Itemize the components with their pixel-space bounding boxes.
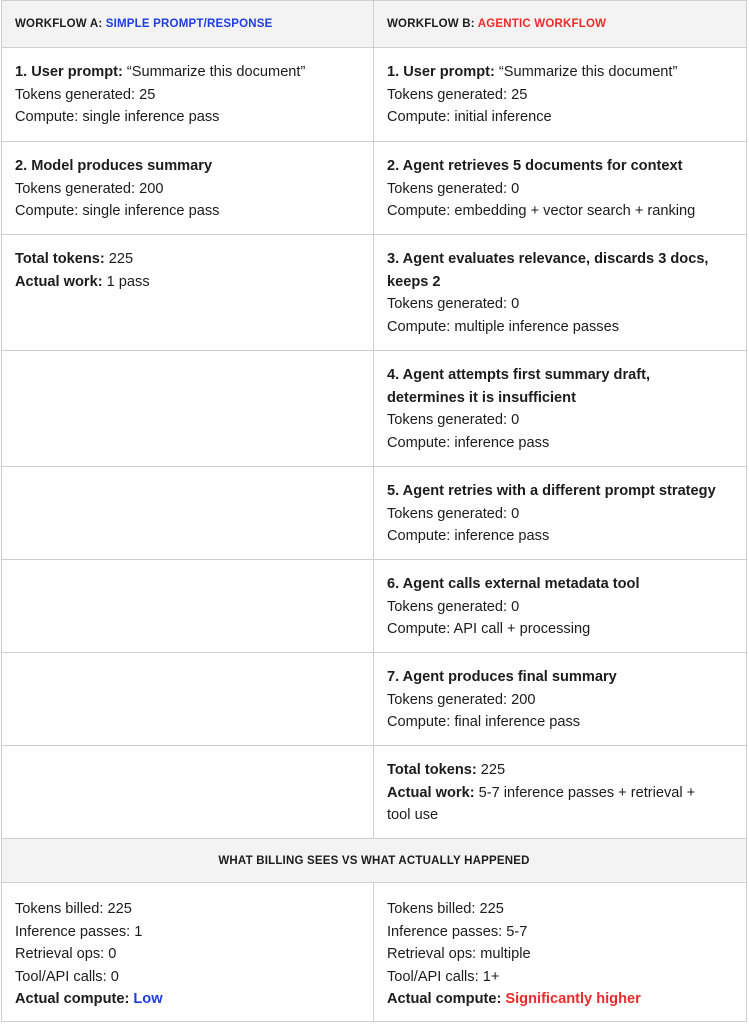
step-title: 2. Model produces summary [15,158,213,174]
step-title: 5. Agent retries with a different prompt strategy [387,483,716,499]
step-title: 2. Agent retrieves 5 documents for context [387,158,683,174]
table-row [2,142,747,235]
empty-cell [2,560,374,653]
step-title-continued: keeps 2 [387,273,441,290]
step-compute: Compute: single inference pass [15,109,220,125]
step-tokens: Tokens generated: 0 [387,505,520,522]
actual-compute: Actual compute: Low [15,991,163,1007]
workflow-a-prefix: WORKFLOW A: [15,18,106,30]
table-row [2,235,747,351]
workflow-b-name: AGENTIC WORKFLOW [477,18,607,30]
step-title: 3. Agent evaluates relevance, discards 3 docs, [387,251,709,267]
workflow-a-billing [2,883,374,1022]
step-tokens: Tokens generated: 0 [387,412,520,428]
step-tokens: Tokens generated: 0 [387,180,520,197]
step-title-continued: determines it is insufficient [387,389,576,406]
tokens-billed: Tokens billed: 225 [387,901,504,917]
inference-passes: Inference passes: 5-7 [387,923,528,940]
step-title: 4. Agent attempts first summary draft, [387,367,651,383]
billing-heading-row [2,839,747,883]
workflow-b-header [374,1,747,48]
step-title: 6. Agent calls external metadata tool [387,576,640,592]
billing-heading: WHAT BILLING SEES VS WHAT ACTUALLY HAPPENED [2,839,747,883]
step-tokens: Tokens generated: 0 [387,296,520,312]
actual-compute: Actual compute: Significantly higher [387,991,641,1007]
total-tokens: Total tokens: 225 [387,762,506,778]
table-row [2,653,747,746]
empty-cell [2,351,374,467]
step-compute: Compute: inference pass [387,434,550,451]
workflow-a-header [2,1,374,48]
workflow-a-step-2 [2,142,374,235]
step-compute: Compute: multiple inference passes [387,318,619,335]
step-tokens: Tokens generated: 0 [387,598,520,615]
table-row [2,560,747,653]
workflow-b-step-2 [374,142,747,235]
step-compute: Compute: final inference pass [387,714,581,730]
workflow-a-summary [2,235,374,351]
step-title: 1. User prompt: “Summarize this document” [387,64,678,80]
step-tokens: Tokens generated: 25 [15,86,156,103]
step-compute: Compute: single inference pass [15,203,220,219]
tool-api-calls: Tool/API calls: 1+ [387,968,500,985]
workflow-b-step-4 [374,351,747,467]
step-compute: Compute: embedding + vector search + ranking [387,203,696,219]
table-row [2,746,747,839]
header-row [2,1,747,48]
workflow-b-billing [374,883,747,1022]
workflow-b-step-6 [374,560,747,653]
tool-api-calls: Tool/API calls: 0 [15,968,119,985]
workflow-b-summary [374,746,747,839]
tokens-billed: Tokens billed: 225 [15,901,132,917]
step-tokens: Tokens generated: 25 [387,86,528,103]
workflow-a-step-1 [2,48,374,142]
table-row [2,48,747,142]
step-compute: Compute: inference pass [387,528,550,544]
retrieval-ops: Retrieval ops: multiple [387,946,531,962]
retrieval-ops: Retrieval ops: 0 [15,946,117,962]
table-row [2,467,747,560]
workflow-b-step-5 [374,467,747,560]
workflow-b-step-7 [374,653,747,746]
total-tokens: Total tokens: 225 [15,251,134,267]
empty-cell [2,653,374,746]
empty-cell [2,746,374,839]
billing-row [2,883,747,1022]
step-tokens: Tokens generated: 200 [15,180,164,197]
workflow-b-prefix: WORKFLOW B: [387,18,478,30]
empty-cell [2,467,374,560]
step-title: 7. Agent produces final summary [387,669,617,685]
table-row [2,351,747,467]
actual-compute-value: Low [133,991,163,1007]
workflow-b-step-3 [374,235,747,351]
step-compute: Compute: initial inference [387,109,552,125]
workflow-a-name: SIMPLE PROMPT/RESPONSE [105,18,273,30]
actual-work: Actual work: 1 pass [15,273,150,290]
step-compute: Compute: API call + processing [387,621,591,637]
inference-passes: Inference passes: 1 [15,923,143,940]
step-title: 1. User prompt: “Summarize this document” [15,64,306,80]
workflow-comparison-table [1,0,747,1022]
step-tokens: Tokens generated: 200 [387,691,536,708]
workflow-b-step-1 [374,48,747,142]
actual-work-continued: tool use [387,807,439,823]
actual-work: Actual work: 5-7 inference passes + retrieval + [387,784,696,801]
actual-compute-value: Significantly higher [505,991,641,1007]
